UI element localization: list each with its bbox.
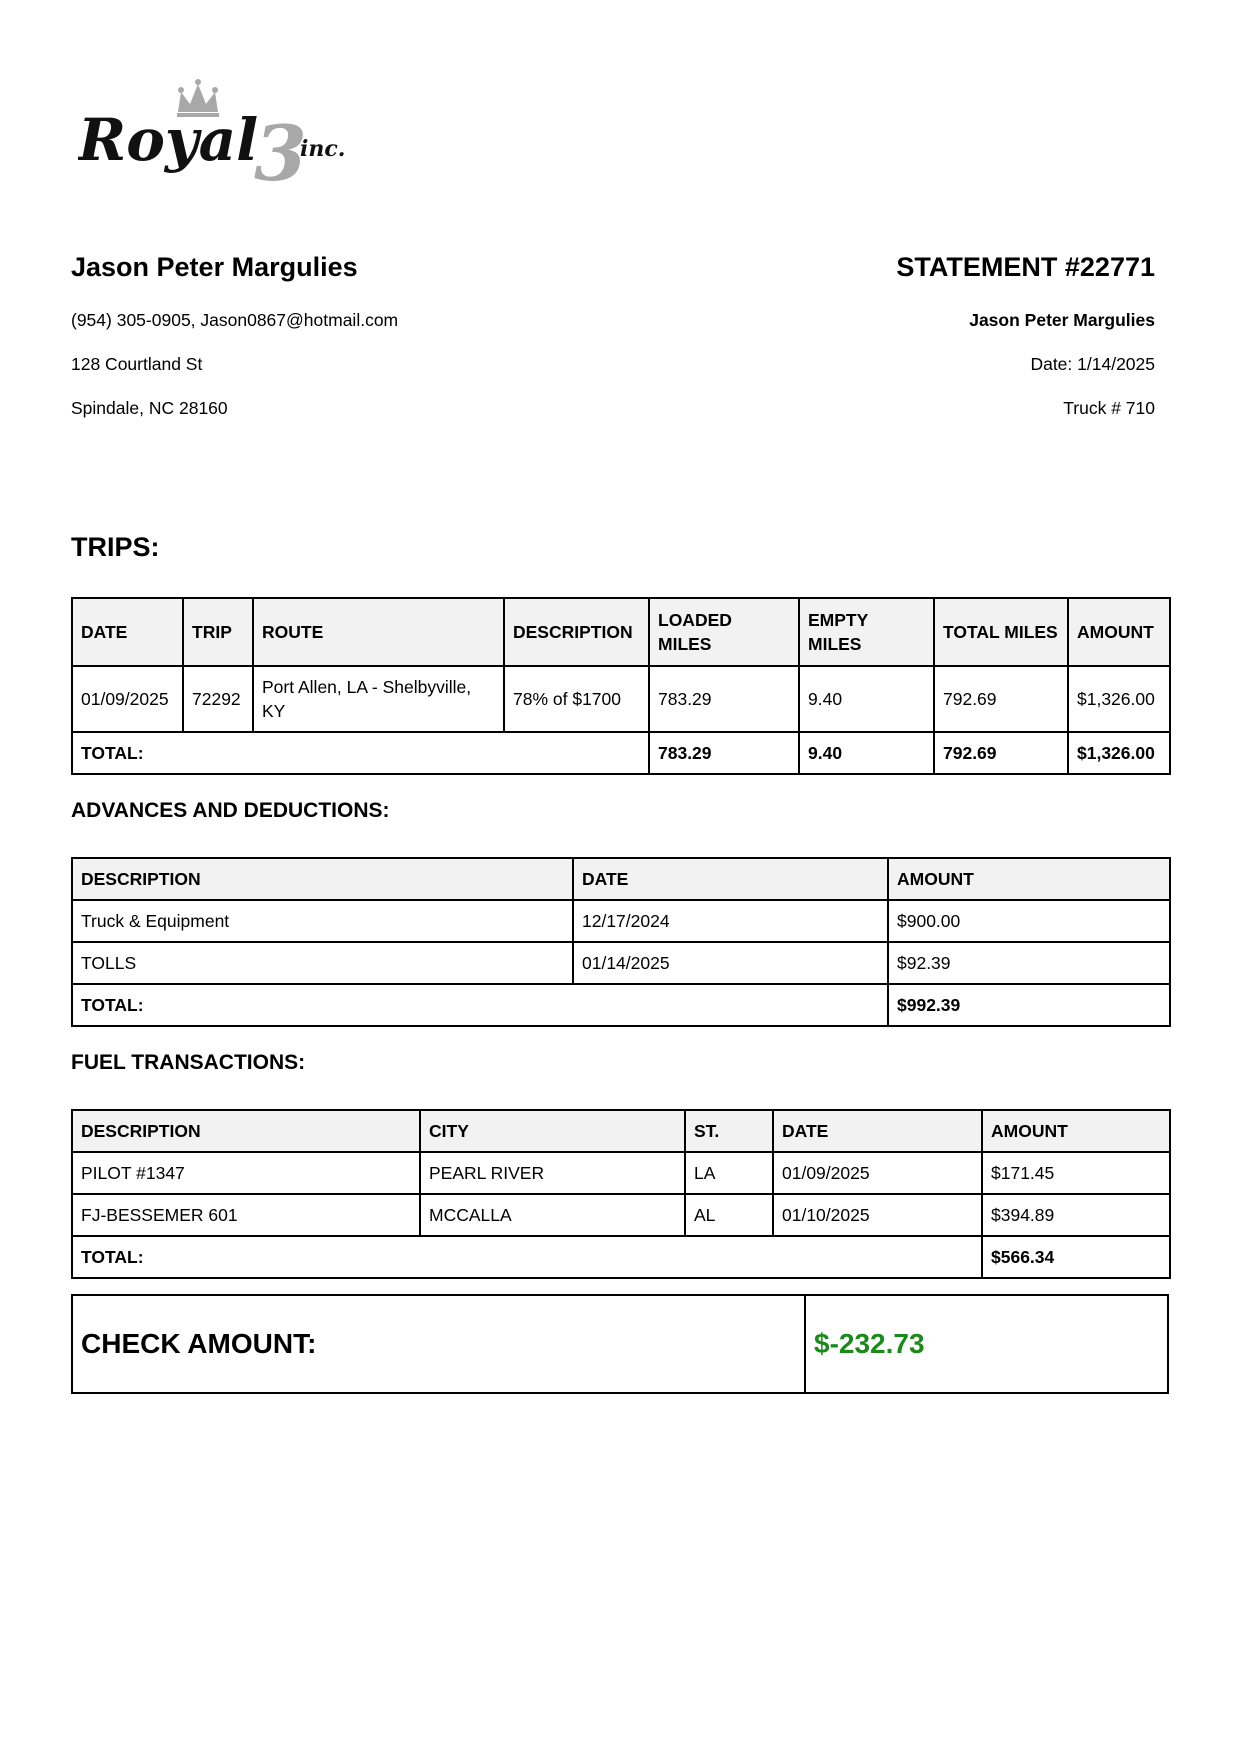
table-row [72, 942, 1170, 984]
statement-title: STATEMENT #22771 [896, 252, 1155, 282]
fuel-header-row [72, 1110, 1170, 1152]
advances-table [71, 857, 1171, 1027]
cell-date: 01/10/2025 [773, 1194, 982, 1236]
col-header: DESCRIPTION [72, 1110, 420, 1152]
driver-address-line2: Spindale, NC 28160 [71, 398, 228, 418]
col-header: LOADED MILES [649, 598, 799, 666]
cell-description: FJ-BESSEMER 601 [72, 1194, 420, 1236]
col-header: CITY [420, 1110, 685, 1152]
company-logo [78, 78, 378, 190]
table-row [72, 666, 1170, 732]
total-label: TOTAL: [72, 984, 888, 1026]
total-label: TOTAL: [72, 1236, 982, 1278]
svg-text:3: 3 [254, 109, 307, 190]
advances-heading: ADVANCES AND DEDUCTIONS: [71, 799, 390, 822]
fuel-heading: FUEL TRANSACTIONS: [71, 1051, 306, 1074]
col-header: DATE [573, 858, 888, 900]
total-amount: $566.34 [982, 1236, 1170, 1278]
svg-text:Royal: Royal [78, 106, 259, 174]
col-header: ROUTE [253, 598, 504, 666]
col-header: EMPTY MILES [799, 598, 934, 666]
trips-heading: TRIPS: [71, 532, 160, 562]
total-empty-miles: 9.40 [799, 732, 934, 774]
svg-text:inc.: inc. [300, 136, 346, 162]
total-total-miles: 792.69 [934, 732, 1068, 774]
advances-header-row [72, 858, 1170, 900]
cell-amount: $900.00 [888, 900, 1170, 942]
cell-route: Port Allen, LA - Shelbyville, KY [253, 666, 504, 732]
cell-date: 01/09/2025 [72, 666, 183, 732]
cell-description: Truck & Equipment [72, 900, 573, 942]
total-row [72, 984, 1170, 1026]
statement-date: Date: 1/14/2025 [1030, 354, 1155, 374]
fuel-table [71, 1109, 1171, 1279]
cell-date: 01/14/2025 [573, 942, 888, 984]
cell-city: PEARL RIVER [420, 1152, 685, 1194]
table-row [72, 900, 1170, 942]
check-amount-label: CHECK AMOUNT: [73, 1296, 806, 1392]
cell-state: AL [685, 1194, 773, 1236]
cell-date: 01/09/2025 [773, 1152, 982, 1194]
driver-name: Jason Peter Margulies [71, 252, 358, 282]
cell-amount: $1,326.00 [1068, 666, 1170, 732]
cell-trip: 72292 [183, 666, 253, 732]
cell-city: MCCALLA [420, 1194, 685, 1236]
total-row [72, 732, 1170, 774]
col-header: DATE [773, 1110, 982, 1152]
statement-truck: Truck # 710 [1063, 398, 1155, 418]
cell-total-miles: 792.69 [934, 666, 1068, 732]
cell-date: 12/17/2024 [573, 900, 888, 942]
total-label: TOTAL: [72, 732, 649, 774]
cell-state: LA [685, 1152, 773, 1194]
check-amount-box [71, 1294, 1169, 1394]
col-header: TOTAL MILES [934, 598, 1068, 666]
col-header: AMOUNT [982, 1110, 1170, 1152]
cell-description: TOLLS [72, 942, 573, 984]
col-header: DESCRIPTION [72, 858, 573, 900]
cell-amount: $92.39 [888, 942, 1170, 984]
cell-description: PILOT #1347 [72, 1152, 420, 1194]
col-header: DESCRIPTION [504, 598, 649, 666]
statement-name: Jason Peter Margulies [969, 310, 1155, 330]
col-header: AMOUNT [1068, 598, 1170, 666]
driver-info [71, 250, 671, 430]
cell-description: 78% of $1700 [504, 666, 649, 732]
total-amount: $992.39 [888, 984, 1170, 1026]
cell-empty-miles: 9.40 [799, 666, 934, 732]
trips-header-row [72, 598, 1170, 666]
table-row [72, 1152, 1170, 1194]
cell-amount: $171.45 [982, 1152, 1170, 1194]
driver-contact: (954) 305-0905, Jason0867@hotmail.com [71, 310, 399, 330]
cell-amount: $394.89 [982, 1194, 1170, 1236]
check-amount-value: $-232.73 [814, 1328, 925, 1359]
statement-info [635, 250, 1155, 430]
col-header: AMOUNT [888, 858, 1170, 900]
total-amount: $1,326.00 [1068, 732, 1170, 774]
total-loaded-miles: 783.29 [649, 732, 799, 774]
driver-address-line1: 128 Courtland St [71, 354, 203, 374]
trips-table [71, 597, 1171, 775]
col-header: DATE [72, 598, 183, 666]
cell-loaded-miles: 783.29 [649, 666, 799, 732]
total-row [72, 1236, 1170, 1278]
col-header: ST. [685, 1110, 773, 1152]
table-row [72, 1194, 1170, 1236]
col-header: TRIP [183, 598, 253, 666]
